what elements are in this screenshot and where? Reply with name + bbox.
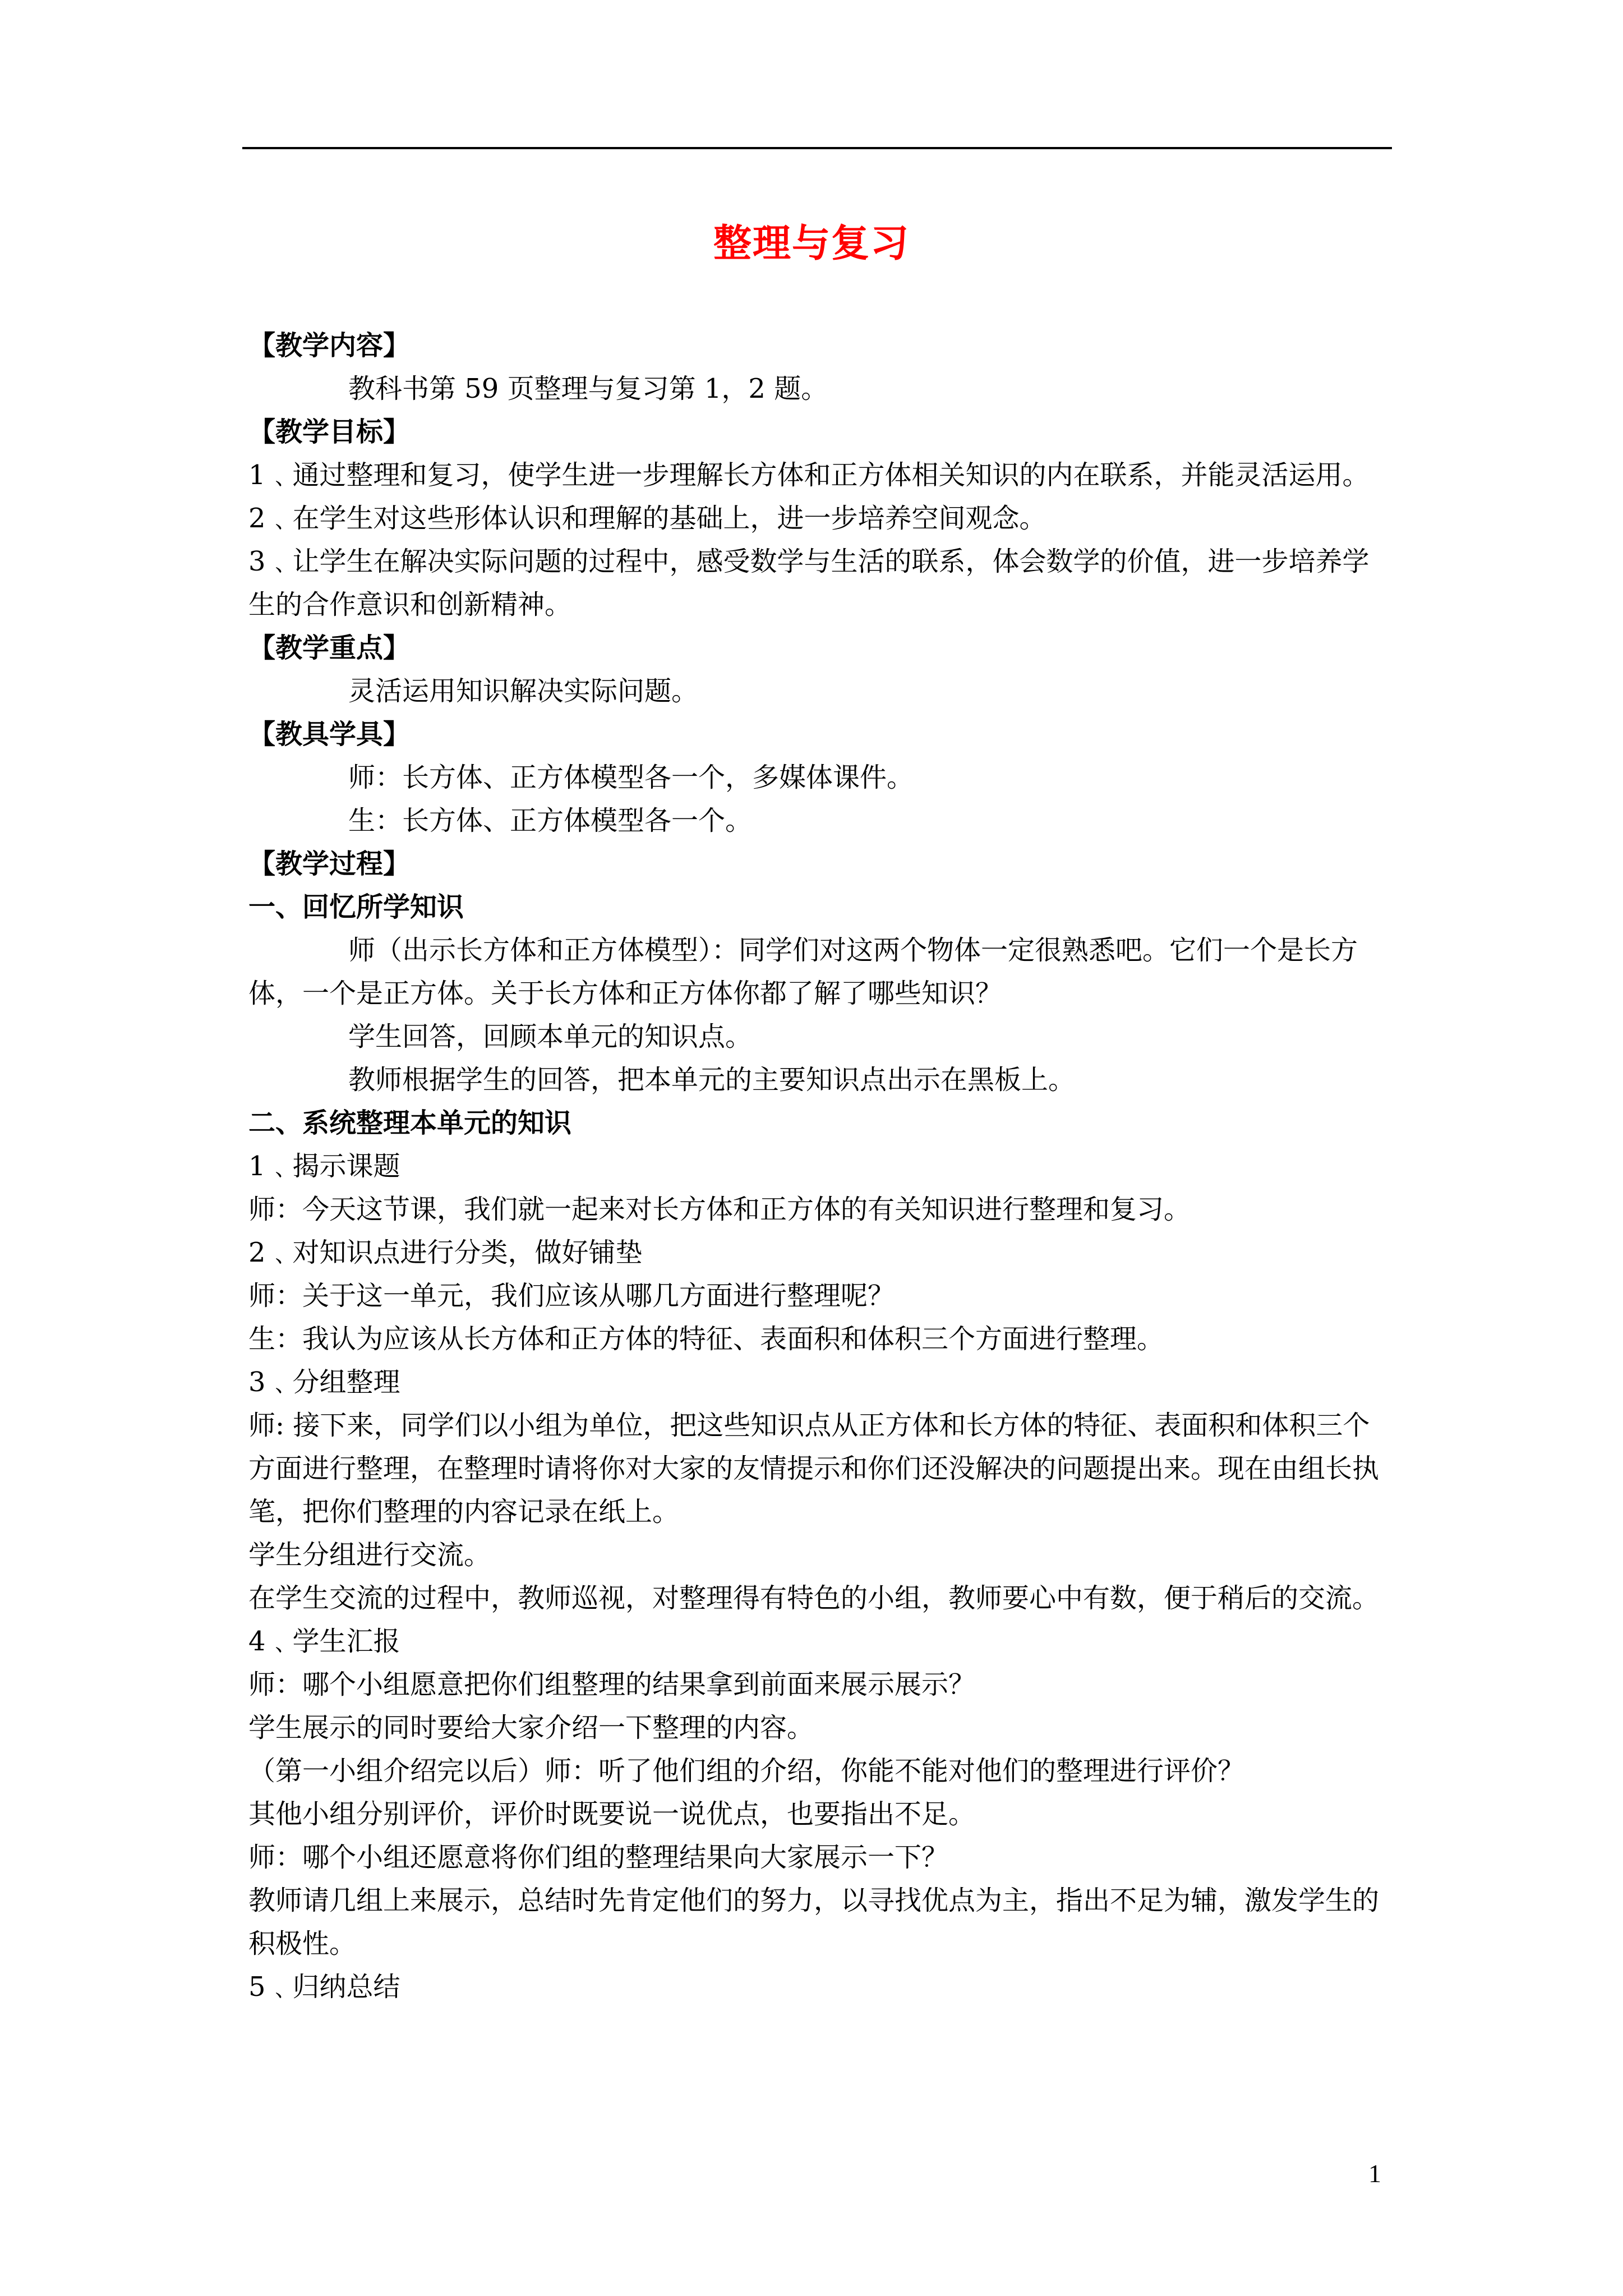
page-number: 1	[1368, 2159, 1381, 2188]
paragraph: 在学生交流的过程中，教师巡视，对整理得有特色的小组，教师要心中有数，便于稍后的交流。	[248, 1582, 1380, 1614]
section-heading: 【教学过程】	[248, 848, 411, 880]
subsection-heading: 一、回忆所学知识	[248, 891, 464, 923]
paragraph: 师（出示长方体和正方体模型）：同学们对这两个物体一定很熟悉吧。它们一个是长方体，一个是正方体。关于长方体和正方体你都了解了哪些知识？	[248, 935, 1358, 1009]
step-heading: 5﹑归纳总结	[248, 1971, 400, 2003]
paragraph: 学生回答，回顾本单元的知识点。	[348, 1021, 753, 1052]
paragraph: 师：关于这一单元，我们应该从哪几方面进行整理呢？	[248, 1280, 895, 1312]
objective-item: 2﹑在学生对这些形体认识和理解的基础上，进一步培养空间观念。	[248, 503, 1046, 534]
paragraph: 其他小组分别评价，评价时既要说一说优点，也要指出不足。	[248, 1798, 976, 1830]
paragraph: 教师请几组上来展示，总结时先肯定他们的努力，以寻找优点为主，指出不足为辅，激发学生的积极性。	[248, 1885, 1380, 1959]
document-body	[248, 324, 1393, 2009]
paragraph: 师：长方体、正方体模型各一个，多媒体课件。	[348, 762, 914, 793]
document-title: 整理与复习	[713, 221, 910, 266]
paragraph: 师：哪个小组愿意把你们组整理的结果拿到前面来展示展示？	[248, 1669, 976, 1700]
header-rule	[242, 147, 1392, 149]
paragraph: 学生分组进行交流。	[248, 1539, 491, 1571]
paragraph: 教科书第 59 页整理与复习第 1，2 题。	[348, 373, 828, 404]
section-heading: 【教学重点】	[248, 632, 411, 664]
subsection-heading: 二、系统整理本单元的知识	[248, 1107, 572, 1139]
paragraph: 生：我认为应该从长方体和正方体的特征、表面积和体积三个方面进行整理。	[248, 1323, 1164, 1355]
paragraph: 师: 接下来，同学们以小组为单位，把这些知识点从正方体和长方体的特征、表面积和体积三个方面进行整理，在整理时请将你对大家的友情提示和你们还没解决的问题提出来。现在由组长执笔，把你们整理的内容记录在纸上。	[248, 1410, 1380, 1527]
paragraph: 师：今天这节课，我们就一起来对长方体和正方体的有关知识进行整理和复习。	[248, 1194, 1191, 1225]
step-heading: 4﹑学生汇报	[248, 1626, 400, 1657]
paragraph: 师：哪个小组还愿意将你们组的整理结果向大家展示一下？	[248, 1842, 949, 1873]
paragraph: 生：长方体、正方体模型各一个。	[348, 805, 753, 836]
paragraph: 学生展示的同时要给大家介绍一下整理的内容。	[248, 1712, 814, 1743]
step-heading: 2﹑对知识点进行分类，做好铺垫	[248, 1237, 643, 1268]
section-heading: 【教学内容】	[248, 330, 411, 361]
paragraph: （第一小组介绍完以后）师：听了他们组的介绍，你能不能对他们的整理进行评价？	[248, 1755, 1245, 1787]
paragraph: 教师根据学生的回答，把本单元的主要知识点出示在黑板上。	[348, 1064, 1076, 1096]
section-heading: 【教具学具】	[248, 719, 411, 750]
step-heading: 3﹑分组整理	[248, 1366, 400, 1398]
step-heading: 1﹑揭示课题	[248, 1151, 400, 1182]
paragraph: 灵活运用知识解决实际问题。	[348, 675, 699, 707]
objective-item: 3﹑让学生在解决实际问题的过程中，感受数学与生活的联系，体会数学的价值，进一步培养学生的合作意识和创新精神。	[248, 546, 1370, 620]
objective-item: 1﹑通过整理和复习，使学生进一步理解长方体和正方体相关知识的内在联系，并能灵活运用。	[248, 459, 1370, 491]
section-heading: 【教学目标】	[248, 416, 411, 448]
